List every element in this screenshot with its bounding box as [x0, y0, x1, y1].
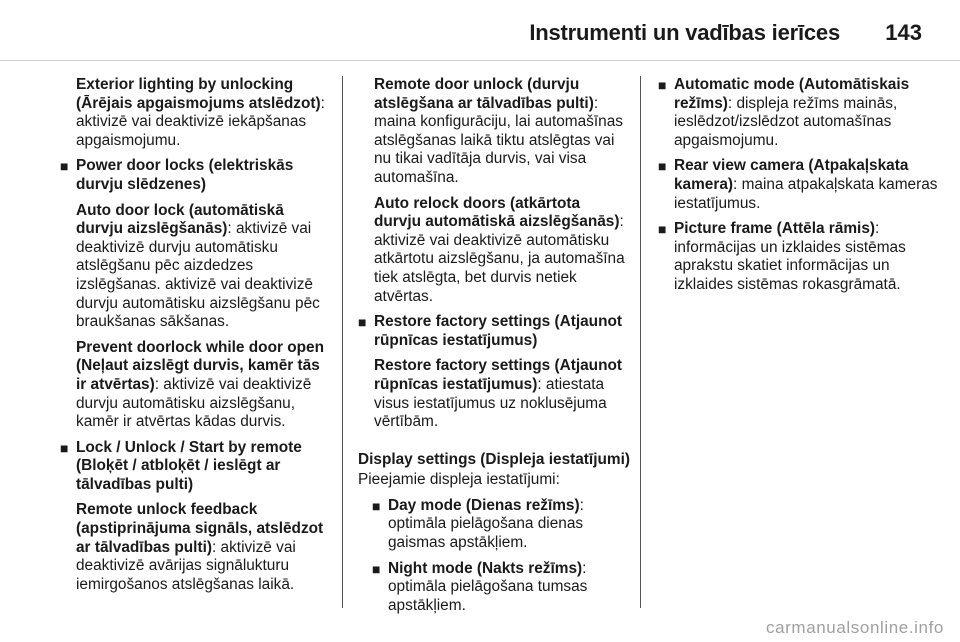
entry-remote-door-unlock — [358, 76, 630, 188]
intro-text: Pieejamie displeja iestatījumi: — [358, 471, 560, 489]
bullet-rear-view-camera — [658, 157, 938, 213]
section-intro — [358, 471, 630, 490]
entry-restore-factory — [358, 357, 630, 431]
entry-remote-unlock-feedback — [60, 501, 332, 594]
entry-term: Auto relock doors (atkārtota durvju automātiskā aizslēgšanās) — [374, 194, 620, 231]
bullet-heading: Power door locks (elektriskās durvju slēdzenes) — [76, 157, 294, 193]
entry-exterior-lighting — [60, 76, 332, 150]
entry-text: : aktivizē vai deaktivizē durvju automātisku atslēgšanu pēc aizdedzes izslēgšanas. aktivizē vai deaktivizē durvju automātisku aizslēgšanu pēc braukšanas sākšanas. — [76, 220, 320, 331]
entry-term: Remote unlock feedback (apstiprinājuma signāls, atslēdzot ar tālvadības pulti) — [76, 501, 324, 556]
entry-text: : displeja režīms mainās, ieslēdzot/izslēdzot automašīnas apgaismojumu. — [674, 94, 898, 149]
bullet-picture-frame — [658, 220, 938, 294]
entry-auto-relock-doors — [358, 195, 630, 307]
bullet-automatic-mode — [658, 76, 938, 150]
entry-text: : optimāla pielāgošana tumsas apstākļiem. — [388, 559, 588, 614]
bullet-night-mode — [372, 560, 630, 616]
entry-text: : optimāla pielāgošana dienas gaismas apstākļiem. — [388, 496, 584, 552]
entry-prevent-doorlock — [60, 339, 332, 432]
header-divider — [0, 60, 960, 61]
entry-term: Day mode (Dienas režīms) — [388, 496, 580, 514]
section-heading: Display settings (Displeja iestatījumi) — [358, 450, 630, 468]
entry-text: : informācijas un izklaides sistēmas aprakstu skatiet informācijas un izklaides sistēmas rokasgrāmatā. — [674, 220, 906, 293]
bullet-icon: ■ — [658, 221, 667, 238]
bullet-icon: ■ — [358, 314, 367, 331]
bullet-restore-factory — [358, 313, 630, 350]
entry-term: Rear view camera (Atpakaļskata kamera) — [674, 157, 909, 193]
site-watermark: carmanualsonline.info — [766, 618, 944, 637]
entry-term: Prevent doorlock while door open (Neļaut aizslēgt durvis, kamēr tās ir atvērtas) — [76, 338, 324, 393]
entry-text: : maina konfigurāciju, lai automašīnas atslēgšanas laikā tiktu atslēgtas vai nu tikai vadītāja durvis, vai visa automašīna. — [374, 94, 623, 186]
bullet-heading: Lock / Unlock / Start by remote (Bloķēt / atbloķēt / ieslēgt ar tālvadības pulti) — [76, 438, 302, 493]
entry-text: : maina atpakaļskata kameras iestatījumus. — [674, 175, 938, 212]
entry-term: Picture frame (Attēla rāmis) — [674, 220, 876, 238]
page-number: 143 — [885, 20, 922, 45]
page-title: Instrumenti un vadības ierīces — [529, 20, 840, 45]
entry-auto-door-lock — [60, 202, 332, 332]
column-divider-2 — [640, 76, 641, 608]
column-2 — [358, 76, 630, 622]
column-1 — [60, 76, 332, 601]
column-divider-1 — [342, 76, 343, 608]
bullet-icon: ■ — [60, 158, 69, 175]
bullet-icon: ■ — [658, 77, 667, 93]
bullet-power-door-locks — [60, 157, 332, 194]
bullet-heading: Restore factory settings (Atjaunot rūpnīcas iestatījumus) — [374, 313, 622, 349]
entry-text: : aktivizē vai deaktivizē durvju automātisku aizslēgšanu, kamēr ir atvērtas kādas durvis. — [76, 375, 312, 431]
bullet-icon: ■ — [372, 497, 381, 514]
entry-term: Auto door lock (automātiskā durvju aizslēgšanās) — [76, 201, 284, 238]
entry-term: Night mode (Nakts režīms) — [388, 559, 583, 577]
entry-term: Remote door unlock (durvju atslēgšana ar tālvadības pulti) — [374, 76, 594, 112]
entry-term: Automatic mode (Automātiskais režīms) — [674, 76, 910, 112]
bullet-day-mode — [372, 497, 630, 553]
entry-term: Exterior lighting by unlocking (Ārējais apgaismojums atslēdzot) — [76, 76, 321, 112]
bullet-icon: ■ — [60, 439, 69, 456]
entry-text: : aktivizē vai deaktivizē iekāpšanas apgaismojumu. — [76, 94, 325, 149]
bullet-icon: ■ — [372, 560, 381, 577]
bullet-icon: ■ — [658, 158, 667, 175]
entry-text: : aktivizē vai deaktivizē avārijas signālukturu iemirgošanos atslēgšanas laikā. — [76, 538, 296, 593]
bullet-lock-unlock-start — [60, 439, 332, 495]
page-header — [0, 0, 960, 60]
section-gap — [358, 439, 630, 451]
section-heading-display-settings — [358, 451, 630, 470]
entry-text: : aktivizē vai deaktivizē automātisku atkārtotu aizslēgšanu, ja automašīna tiek atslēgta, bet durvis netiek atvērtas. — [374, 213, 625, 305]
entry-text: : atiestata visus iestatījumus uz noklusējuma vērtībām. — [374, 375, 607, 431]
column-3 — [658, 76, 938, 302]
entry-term: Restore factory settings (Atjaunot rūpnīcas iestatījumus) — [374, 357, 622, 393]
